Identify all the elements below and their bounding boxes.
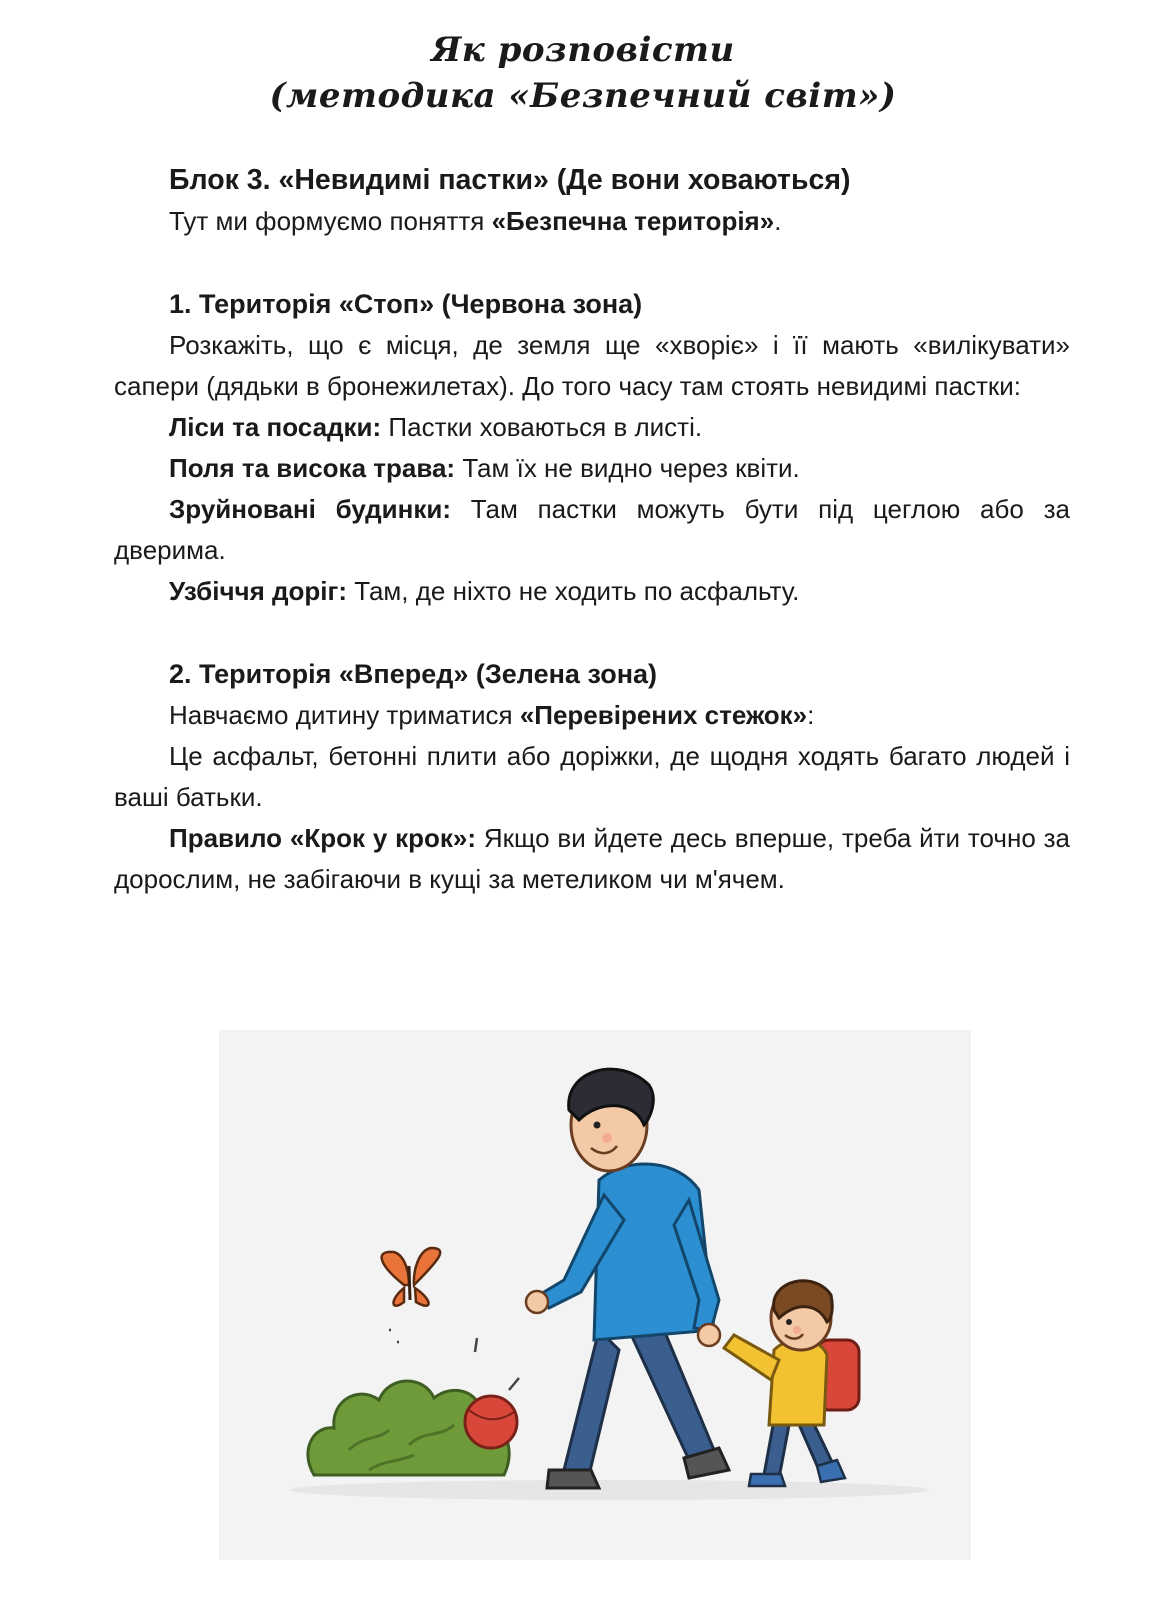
- block-intro-end: .: [774, 206, 782, 236]
- section2-rule-text: Якщо ви йдете десь вперше, треба йти точно за дорослим, не забігаючи в кущі за метеликом чи м'ячем.: [114, 823, 1070, 894]
- section2-heading: 2. Територія «Вперед» (Зелена зона): [169, 659, 658, 689]
- block-intro-text: Тут ми формуємо поняття: [169, 206, 492, 236]
- block-heading: Блок 3. «Невидимі пастки» (Де вони ховаються): [169, 164, 851, 196]
- section1-heading: 1. Територія «Стоп» (Червона зона): [169, 289, 643, 319]
- ball-icon: [465, 1396, 517, 1448]
- section1-item-label: Узбіччя доріг:: [169, 576, 348, 606]
- section1-item: [114, 571, 1070, 612]
- section2-intro-text: Навчаємо дитину триматися: [169, 700, 520, 730]
- document-body: [114, 160, 1070, 900]
- page-subtitle: (методика «Безпечний світ»): [269, 76, 897, 116]
- section1-item-text: Там їх не видно через квіти.: [455, 453, 800, 483]
- child-figure: [724, 1281, 859, 1486]
- section1-item-label: Зруйновані будинки:: [169, 494, 452, 524]
- block-intro-bold: «Безпечна територія»: [491, 206, 775, 236]
- block-intro: [114, 201, 1070, 242]
- section1-item: [114, 407, 1070, 448]
- section1-item-text: Пастки ховаються в листі.: [381, 412, 703, 442]
- section1-item-text: Там, де ніхто не ходить по асфальту.: [347, 576, 800, 606]
- section1-item: [114, 448, 1070, 489]
- page-title: Як розповісти: [431, 30, 735, 70]
- section1-paragraph: Розкажіть, що є місця, де земля ще «хворіє» і її мають «вилікувати» сапери (дядьки в бронежилетах). До того часу там стоять невидимі пастки:: [114, 330, 1070, 401]
- section2-paragraph: Це асфальт, бетонні плити або доріжки, де щодня ходять багато людей і ваші батьки.: [114, 741, 1070, 812]
- illustration-svg: [219, 1030, 971, 1560]
- section1-item-text: Там пастки можуть бути під цеглою або за дверима.: [114, 494, 1070, 565]
- section2-intro: [114, 695, 1070, 736]
- section2-intro-end: :: [807, 700, 815, 730]
- section1-item-label: Ліси та посадки:: [169, 412, 382, 442]
- section1-item: [114, 489, 1070, 571]
- adult-figure: [526, 1069, 729, 1488]
- section1-item-label: Поля та висока трава:: [169, 453, 456, 483]
- section2-intro-bold: «Перевірених стежок»: [519, 700, 808, 730]
- section2-rule-label: Правило «Крок у крок»:: [169, 823, 477, 853]
- section2-rule: [114, 818, 1070, 900]
- illustration-parent-and-child-walking: [219, 1030, 971, 1560]
